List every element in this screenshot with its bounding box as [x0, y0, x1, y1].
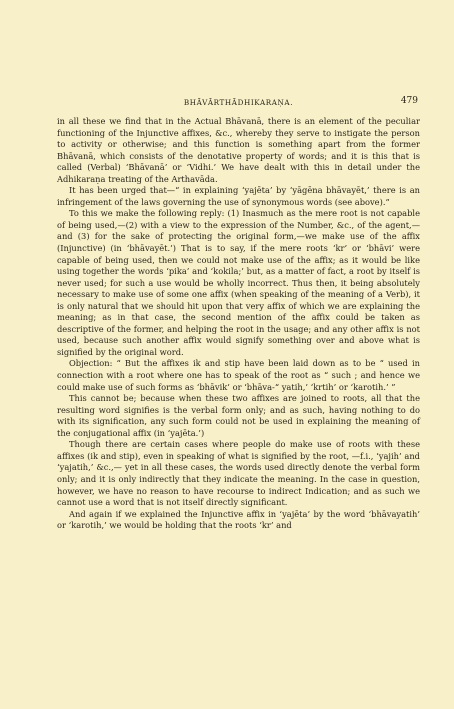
running-title: BHĀVĀRTHĀDHIKARAṆA.: [183, 98, 294, 107]
body-text: [57, 116, 420, 532]
paragraph: Though there are certain cases where people do make use of roots with these affixes (ik and stip), even in speaking of what is signified by the root, —f.i., ‘yajih’ and ‘yajatih,’ &c.,— yet in all these cases, the words used directly denote the verbal form only; and it is only indirectly that they indicate the meaning. In the case in question, however, we have no reason to have recourse to indirect Indication; and as such we cannot use a word that is not itself directly significant.: [57, 439, 420, 508]
paragraph: And again if we explained the Injunctive affix in ‘yajēta’ by the word ‘bhāvayatih’ or ‘karotih,’ we would be holding that the roots ‘kr’ and: [57, 508, 420, 531]
paragraph: in all these we find that in the Actual Bhāvanā, there is an element of the peculiar functioning of the Injunctive affixes, &c., whereby they serve to instigate the person to activity or otherwise; and this function is something apart from the former Bhāvanā, which consists of the denotative property of words; and it is this that is called (Verbal) ‘Bhāvanā’ or ‘Vidhi.’ We have dealt with this in detail under the Adhikaraṇa treating of the Arthavāda.: [57, 116, 420, 184]
page-number: 479: [400, 96, 418, 106]
paragraph: Objection: “ But the affixes ik and stip have been laid down as to be “ used in connection with a root where one has to speak of the root as “ such ; and hence we could make use of such forms as ‘bhāvik’ or ‘bhāva-“ yatih,’ ‘krtih’ or ‘karotih.’ ”: [57, 358, 420, 392]
page-header: [57, 96, 420, 110]
paragraph: To this we make the following reply: (1) Inasmuch as the mere root is not capable of being used,—(2) with a view to the expression of the Number, &c., of the agent,—and (3) for the sake of protecting the original form,—we make use of the affix (Injunctive) (in ‘bhāvayēt.’) That is to say, if the mere roots ‘kr’ or ‘bhāvi’ were capable of being used, then we could not make use of the affix; as it would be like using together the words ‘pika’ and ‘kokila;’ but, as a matter of fact, a root by itself is never used; for such a use would be wholly incorrect. Thus then, it being absolutely necessary to make use of some one affix (when speaking of the meaning of a Verb), it is only natural that we should hit upon that very affix of which we are explaining the meaning; as in that case, the second mention of the affix could be taken as descriptive of the former, and helping the root in the usage; and any other affix is not used, because such another affix would signify something over and above what is signified by the original word.: [57, 208, 420, 357]
paragraph: It has been urged that—“ in explaining ‘yajēta’ by ‘yāgēna bhāvayēt,’ there is an infringement of the laws governing the use of synonymous words (see above).”: [57, 185, 420, 207]
paragraph: This cannot be; because when these two affixes are joined to roots, all that the resulting word signifies is the verbal form only; and as such, having nothing to do with its signification, any such form could not be used in explaining the meaning of the conjugational affix (in ‘yajēta.’): [57, 393, 420, 438]
